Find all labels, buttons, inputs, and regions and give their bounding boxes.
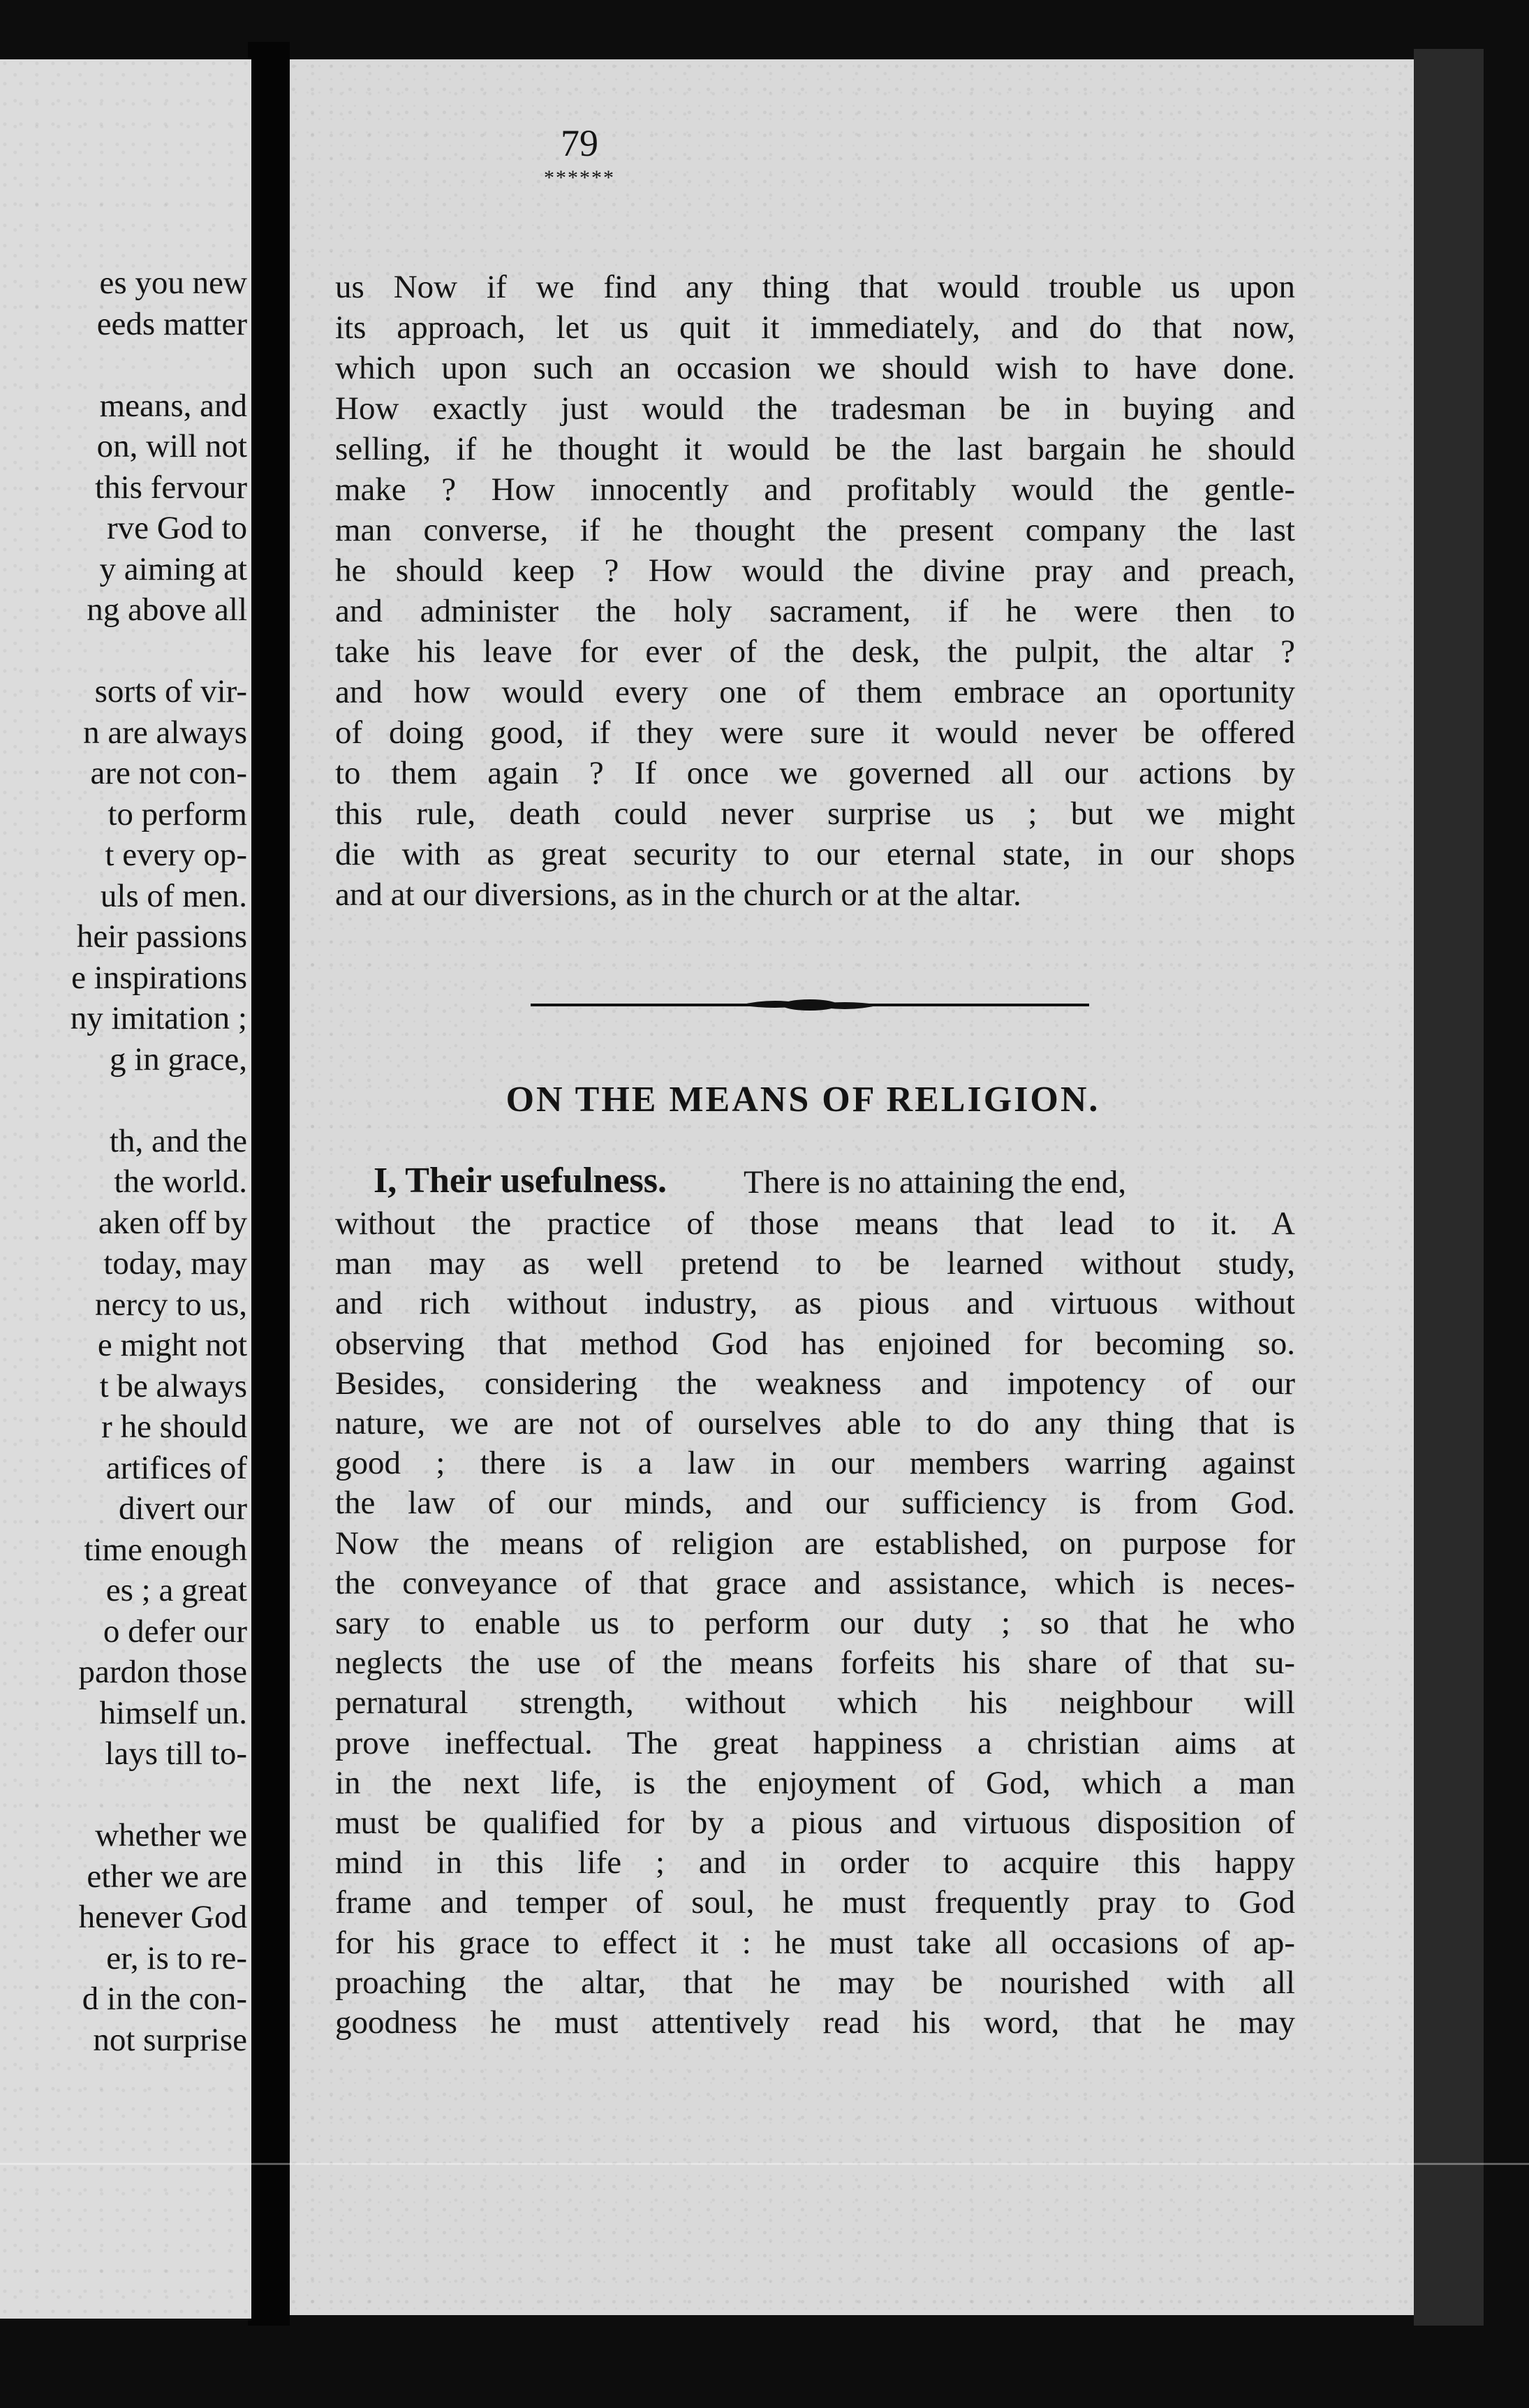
text-line: frame and temper of soul, he must frequently pray to God bbox=[335, 1884, 1295, 1921]
text-line: pernatural strength, without which his neighbour will bbox=[335, 1684, 1295, 1721]
section-lead: I, Their usefulness. bbox=[374, 1161, 667, 1201]
left-page-line: time enough bbox=[84, 1531, 247, 1568]
left-page-line: ny imitation ; bbox=[70, 1000, 247, 1036]
left-page-line: today, may bbox=[103, 1245, 247, 1282]
left-page-line: o defer our bbox=[103, 1613, 247, 1650]
text-line: nature, we are not of ourselves able to do any thing that is bbox=[335, 1405, 1295, 1441]
text-line: sary to enable us to perform our duty ; so that he who bbox=[335, 1605, 1295, 1641]
left-page-line: es ; a great bbox=[105, 1572, 247, 1608]
header-ornament: ****** bbox=[544, 166, 615, 189]
section-divider-rule bbox=[531, 995, 1089, 1015]
text-line: of doing good, if they were sure it would never be offered bbox=[335, 714, 1295, 751]
left-page-line: the world. bbox=[114, 1163, 247, 1200]
text-line: observing that method God has enjoined for becoming so. bbox=[335, 1325, 1295, 1362]
left-page-line: th, and the bbox=[109, 1122, 247, 1159]
text-line: Now the means of religion are established, on purpose for bbox=[335, 1525, 1295, 1562]
text-line: which upon such an occasion we should wish to have done. bbox=[335, 350, 1295, 386]
text-line: and at our diversions, as in the church or at the altar. bbox=[335, 876, 1021, 913]
left-page-line: d in the con- bbox=[82, 1981, 247, 2017]
left-page-line: rve God to bbox=[106, 510, 247, 546]
text-line: good ; there is a law in our members warring against bbox=[335, 1445, 1295, 1482]
left-page-line: e inspirations bbox=[71, 959, 247, 996]
left-page-line: sorts of vir- bbox=[94, 673, 247, 710]
section-heading: ON THE MEANS OF RELIGION. bbox=[505, 1080, 1100, 1119]
book-gutter bbox=[248, 42, 290, 2326]
left-page-line: e might not bbox=[97, 1327, 247, 1363]
left-page-line: ether we are bbox=[87, 1858, 247, 1895]
left-page-line: eeds matter bbox=[96, 305, 247, 342]
left-page-line: y aiming at bbox=[99, 550, 247, 587]
text-line: prove ineffectual. The great happiness a christian aims at bbox=[335, 1724, 1295, 1761]
left-page-line: himself un. bbox=[99, 1694, 247, 1731]
left-page-line: heir passions bbox=[76, 918, 247, 955]
left-page-line: nercy to us, bbox=[95, 1286, 247, 1323]
left-page-line: uls of men. bbox=[100, 877, 247, 914]
left-page-line: whether we bbox=[95, 1817, 247, 1853]
text-line: selling, if he thought it would be the last bargain he should bbox=[335, 431, 1295, 467]
text-line: this rule, death could never surprise us ; but we might bbox=[335, 795, 1295, 832]
text-line: mind in this life ; and in order to acquire this happy bbox=[335, 1844, 1295, 1881]
left-page-line: not surprise bbox=[93, 2021, 247, 2058]
left-page-line: pardon those bbox=[78, 1654, 247, 1690]
text-line: he should keep ? How would the divine pray and preach, bbox=[335, 552, 1295, 589]
text-line: die with as great security to our eternal state, in our shops bbox=[335, 836, 1295, 872]
text-line: take his leave for ever of the desk, the pulpit, the altar ? bbox=[335, 633, 1295, 670]
left-page-line: es you new bbox=[99, 265, 247, 301]
left-page-line: lays till to- bbox=[105, 1735, 247, 1772]
left-page-line: to perform bbox=[108, 795, 247, 832]
text-line: and administer the holy sacrament, if he were then to bbox=[335, 593, 1295, 629]
left-page-line: henever God bbox=[78, 1899, 247, 1935]
left-page-line: g in grace, bbox=[109, 1041, 247, 1078]
text-line: proaching the altar, that he may be nourished with all bbox=[335, 1964, 1295, 2001]
text-line: must be qualified for by a pious and virtuous disposition of bbox=[335, 1805, 1295, 1841]
left-page-line: er, is to re- bbox=[106, 1939, 247, 1976]
left-page-line: ng above all bbox=[87, 592, 247, 628]
page-number: 79 bbox=[561, 122, 598, 164]
section-first-line: There is no attaining the end, bbox=[744, 1164, 1127, 1201]
left-page-line: n are always bbox=[83, 714, 247, 751]
scan-artifact-stripe bbox=[0, 2163, 1529, 2165]
left-page-line: means, and bbox=[99, 387, 247, 424]
text-line: for his grace to effect it : he must take all occasions of ap- bbox=[335, 1924, 1295, 1961]
text-line: in the next life, is the enjoyment of God, which a man bbox=[335, 1764, 1295, 1801]
text-line: man may as well pretend to be learned without study, bbox=[335, 1245, 1295, 1282]
left-page-line: this fervour bbox=[95, 469, 247, 506]
text-line: and rich without industry, as pious and virtuous without bbox=[335, 1285, 1295, 1322]
left-facing-page bbox=[0, 59, 251, 2319]
text-line: the conveyance of that grace and assistance, which is neces- bbox=[335, 1564, 1295, 1601]
left-page-line: r he should bbox=[101, 1409, 247, 1445]
text-line: the law of our minds, and our sufficiency is from God. bbox=[335, 1485, 1295, 1522]
text-line: Besides, considering the weakness and impotency of our bbox=[335, 1365, 1295, 1402]
left-page-line: divert our bbox=[118, 1490, 247, 1527]
text-line: neglects the use of the means forfeits his share of that su- bbox=[335, 1645, 1295, 1682]
text-line: man converse, if he thought the present company the last bbox=[335, 512, 1295, 548]
page-edge-shadow bbox=[1414, 49, 1484, 2326]
left-page-line: aken off by bbox=[98, 1204, 247, 1241]
left-page-line: on, will not bbox=[96, 428, 247, 464]
text-line: How exactly just would the tradesman be in buying and bbox=[335, 390, 1295, 427]
text-line: and how would every one of them embrace an oportunity bbox=[335, 674, 1295, 710]
text-line: to them again ? If once we governed all our actions by bbox=[335, 755, 1295, 791]
text-line: its approach, let us quit it immediately, and do that now, bbox=[335, 309, 1295, 346]
left-page-line: artifices of bbox=[105, 1449, 247, 1486]
text-line: without the practice of those means that lead to it. A bbox=[335, 1205, 1295, 1242]
left-page-line: are not con- bbox=[90, 755, 247, 791]
left-page-line: t every op- bbox=[105, 837, 247, 873]
text-line: us Now if we find any thing that would trouble us upon bbox=[335, 269, 1295, 305]
text-line: make ? How innocently and profitably would the gentle- bbox=[335, 471, 1295, 508]
left-page-line: t be always bbox=[99, 1367, 247, 1404]
text-line: goodness he must attentively read his word, that he may bbox=[335, 2004, 1295, 2041]
